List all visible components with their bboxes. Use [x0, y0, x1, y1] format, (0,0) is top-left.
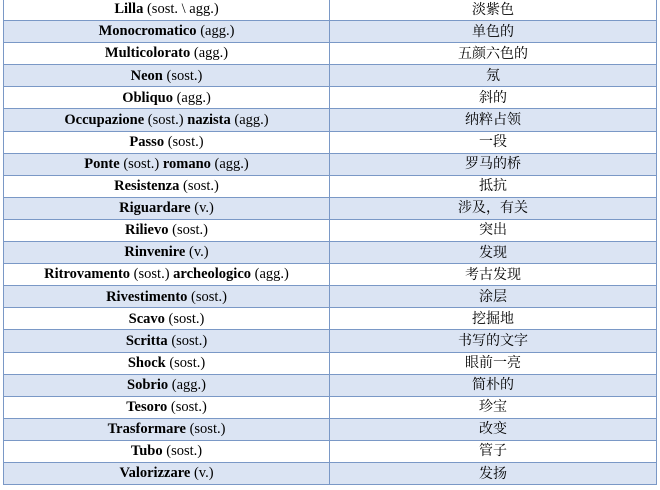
- italian-term-cell: [4, 109, 330, 131]
- italian-word: romano: [162, 155, 211, 172]
- table-row: [4, 286, 657, 308]
- italian-term-cell: [4, 286, 330, 308]
- italian-term-cell: [4, 219, 330, 241]
- grammar-tag: (agg.): [190, 45, 229, 62]
- grammar-tag: (v.): [190, 200, 214, 217]
- table-row: [4, 87, 657, 109]
- table-row: [4, 352, 657, 374]
- grammar-tag: (agg.): [172, 89, 211, 106]
- grammar-tag: (sost.): [162, 67, 203, 84]
- italian-word: Resistenza: [114, 178, 180, 195]
- grammar-tag: (v.): [185, 244, 209, 261]
- table-row: [4, 131, 657, 153]
- italian-term-cell: [4, 462, 330, 484]
- grammar-tag: (sost.): [144, 111, 188, 128]
- italian-word: Scritta: [125, 332, 168, 349]
- table-row: [4, 21, 657, 43]
- italian-word: Obliquo: [122, 89, 173, 106]
- chinese-translation-cell: 斜的: [330, 87, 657, 109]
- table-row: [4, 0, 657, 21]
- chinese-translation-cell: 单色的: [330, 21, 657, 43]
- grammar-tag: (sost.): [130, 266, 174, 283]
- italian-word: Passo: [129, 133, 165, 150]
- table-row: [4, 440, 657, 462]
- italian-term-cell: [4, 242, 330, 264]
- vocabulary-table: [3, 0, 657, 485]
- chinese-translation-cell: 简朴的: [330, 374, 657, 396]
- italian-term-cell: [4, 131, 330, 153]
- italian-word: Tubo: [130, 443, 163, 460]
- grammar-tag: (agg.): [196, 23, 235, 40]
- grammar-tag: (sost.): [164, 133, 204, 150]
- italian-term-cell: [4, 264, 330, 286]
- chinese-translation-cell: 涉及，有关: [330, 197, 657, 219]
- chinese-translation-cell: 改变: [330, 418, 657, 440]
- italian-term-cell: [4, 43, 330, 65]
- italian-word: Scavo: [128, 310, 165, 327]
- italian-term-cell: [4, 153, 330, 175]
- grammar-tag: (sost. \ agg.): [143, 1, 219, 18]
- grammar-tag: (sost.): [165, 354, 206, 371]
- italian-word: Riguardare: [119, 200, 191, 217]
- italian-word: Sobrio: [127, 376, 169, 393]
- italian-word: Neon: [130, 67, 163, 84]
- italian-word: nazista: [187, 111, 231, 128]
- italian-term-cell: [4, 440, 330, 462]
- table-row: [4, 308, 657, 330]
- italian-term-cell: [4, 352, 330, 374]
- table-row: [4, 418, 657, 440]
- italian-word: Rilievo: [125, 222, 169, 239]
- grammar-tag: (v.): [190, 465, 214, 482]
- table-row: [4, 264, 657, 286]
- italian-word: Ritrovamento: [44, 266, 131, 283]
- italian-term-cell: [4, 21, 330, 43]
- italian-word: archeologico: [173, 266, 252, 283]
- italian-word: Multicolorato: [104, 45, 191, 62]
- chinese-translation-cell: 抵抗: [330, 175, 657, 197]
- table-row: [4, 153, 657, 175]
- table-row: [4, 219, 657, 241]
- italian-term-cell: [4, 175, 330, 197]
- italian-term-cell: [4, 308, 330, 330]
- italian-word: Trasformare: [107, 421, 186, 438]
- grammar-tag: (agg.): [210, 155, 249, 172]
- italian-word: Shock: [127, 354, 166, 371]
- chinese-translation-cell: 发扬: [330, 462, 657, 484]
- grammar-tag: (agg.): [168, 376, 206, 393]
- table-row: [4, 374, 657, 396]
- grammar-tag: (sost.): [185, 421, 226, 438]
- table-row: [4, 65, 657, 87]
- chinese-translation-cell: 发现: [330, 242, 657, 264]
- chinese-translation-cell: 书写的文字: [330, 330, 657, 352]
- chinese-translation-cell: 纳粹占领: [330, 109, 657, 131]
- table-row: [4, 462, 657, 484]
- table-row: [4, 109, 657, 131]
- italian-word: Rinvenire: [124, 244, 186, 261]
- italian-term-cell: [4, 374, 330, 396]
- italian-word: Valorizzare: [119, 465, 191, 482]
- chinese-translation-cell: 挖掘地: [330, 308, 657, 330]
- table-row: [4, 197, 657, 219]
- grammar-tag: (sost.): [119, 155, 163, 172]
- italian-term-cell: [4, 65, 330, 87]
- grammar-tag: (sost.): [167, 332, 208, 349]
- grammar-tag: (sost.): [164, 310, 205, 327]
- italian-word: Lilla: [114, 1, 144, 18]
- chinese-translation-cell: 一段: [330, 131, 657, 153]
- chinese-translation-cell: 眼前一亮: [330, 352, 657, 374]
- italian-term-cell: [4, 418, 330, 440]
- italian-word: Occupazione: [64, 111, 145, 128]
- chinese-translation-cell: 五颜六色的: [330, 43, 657, 65]
- italian-term-cell: [4, 396, 330, 418]
- chinese-translation-cell: 罗马的桥: [330, 153, 657, 175]
- italian-term-cell: [4, 197, 330, 219]
- table-row: [4, 242, 657, 264]
- vocabulary-table-body: [4, 0, 657, 485]
- grammar-tag: (sost.): [162, 443, 203, 460]
- grammar-tag: (agg.): [230, 111, 269, 128]
- grammar-tag: (sost.): [179, 178, 219, 195]
- chinese-translation-cell: 珍宝: [330, 396, 657, 418]
- grammar-tag: (sost.): [187, 288, 227, 305]
- chinese-translation-cell: 考古发现: [330, 264, 657, 286]
- italian-word: Monocromatico: [98, 23, 197, 40]
- table-row: [4, 43, 657, 65]
- italian-term-cell: [4, 0, 330, 21]
- italian-term-cell: [4, 87, 330, 109]
- italian-word: Tesoro: [126, 398, 168, 415]
- table-row: [4, 330, 657, 352]
- chinese-translation-cell: 管子: [330, 440, 657, 462]
- italian-word: Rivestimento: [106, 288, 188, 305]
- chinese-translation-cell: 氖: [330, 65, 657, 87]
- chinese-translation-cell: 淡紫色: [330, 0, 657, 21]
- table-row: [4, 396, 657, 418]
- italian-word: Ponte: [84, 155, 120, 172]
- chinese-translation-cell: 突出: [330, 219, 657, 241]
- grammar-tag: (sost.): [168, 222, 208, 239]
- grammar-tag: (sost.): [167, 398, 207, 415]
- italian-term-cell: [4, 330, 330, 352]
- grammar-tag: (agg.): [251, 266, 289, 283]
- chinese-translation-cell: 涂层: [330, 286, 657, 308]
- table-row: [4, 175, 657, 197]
